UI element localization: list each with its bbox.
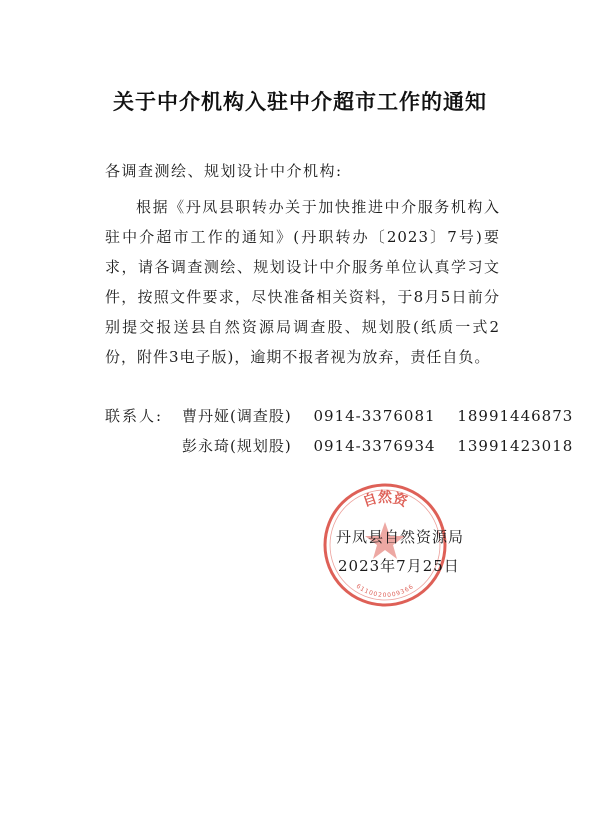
contact-mobile: 18991446873 xyxy=(457,407,574,425)
contact-row xyxy=(182,405,573,426)
salutation: 各调查测绘、规划设计中介机构: xyxy=(105,162,343,180)
contact-phone: 0914-3376934 xyxy=(313,437,436,455)
body-paragraph: 根据《丹凤县职转办关于加快推进中介服务机构入驻中介超市工作的通知》(丹职转办〔2023〕7号)要求，请各调查测绘、规划设计中介服务单位认真学习文件，按照文件要求，尽快准备相关资料，于8月5日前分别提交报送县自然资源局调查股、规划股(纸质一式2份，附件3电子版)，逾期不报者视为放弃，责任自负。 xyxy=(105,198,500,366)
contact-label: 联系人: xyxy=(105,407,164,425)
contact-row xyxy=(182,435,573,456)
signature-org: 丹凤县自然资源局 xyxy=(336,528,465,546)
contact-phone: 0914-3376081 xyxy=(313,407,436,425)
document-title: 关于中介机构入驻中介超市工作的通知 xyxy=(113,89,487,114)
seal-top-text: 自然资 xyxy=(360,490,410,511)
seal-code-text: 6110020009366 xyxy=(354,582,416,599)
svg-text:6110020009366 xyxy=(355,583,416,599)
signature-date: 2023年7月25日 xyxy=(338,557,460,575)
svg-text:自然资 xyxy=(360,489,410,511)
contact-name: 曹丹娅(调查股) xyxy=(182,407,292,425)
contact-mobile: 13991423018 xyxy=(457,437,574,455)
contact-name: 彭永琦(规划股) xyxy=(182,437,292,455)
